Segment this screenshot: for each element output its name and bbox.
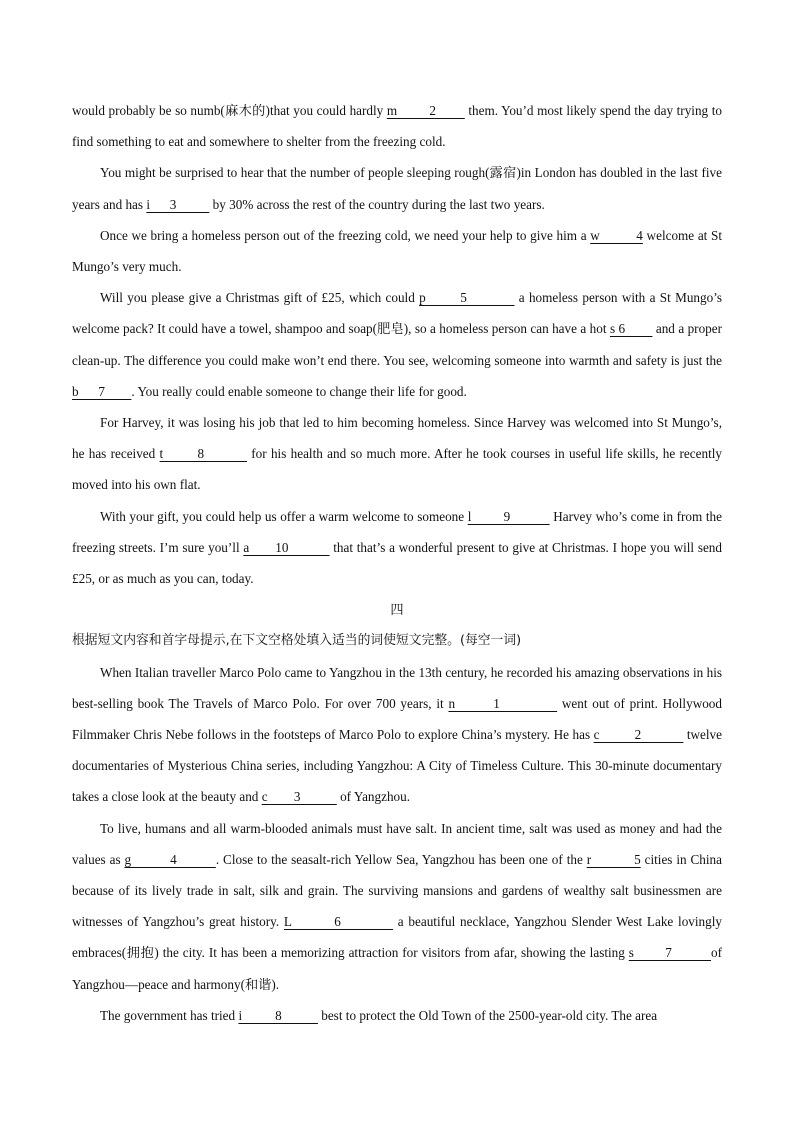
paragraph-text: by 30% across the rest of the country during the last two years. [209,196,545,212]
paragraph [72,95,722,157]
paragraph-text: went out of print. Hollywood Filmmaker Chris Nebe follows in the footsteps of Marco Polo to explore China’s mystery. He has [72,695,722,743]
paragraph [72,1000,722,1031]
paragraph-text: Once we bring a homeless person out of the freezing cold, we need your help to give him a [100,227,591,243]
paragraph [72,220,722,282]
paragraph [72,407,722,501]
answer-blank[interactable]: b 7 [72,383,132,399]
paragraph-text: a beautiful necklace, Yangzhou Slender West Lake lovingly embraces(拥抱) the city. It has been a memorizing attraction for visitors from afar, showing the lasting [72,914,722,961]
answer-blank[interactable]: w 4 [590,227,643,243]
paragraph-text: . You really could enable someone to change their life for good. [131,383,467,399]
paragraph [72,657,722,813]
answer-blank[interactable]: p 5 [419,290,515,306]
answer-blank[interactable]: m 2 [386,103,465,118]
paragraph-text: a homeless person with a St Mungo’s welcome pack? It could have a towel, shampoo and soap(肥皂), so a homeless person can have a hot [72,290,722,337]
answer-blank[interactable]: g 4 [124,851,216,867]
paragraph-text: For Harvey, it was losing his job that led to him becoming homeless. Since Harvey was welcomed into St Mungo’s, he has received [72,415,722,462]
paragraph-text: . Close to the seasalt-rich Yellow Sea, Yangzhou has been one of the [215,851,587,867]
paragraph-text: Will you please give a Christmas gift of £25, which could [100,290,420,306]
section-title: 四 [390,602,404,618]
answer-blank[interactable]: n 1 [448,695,558,711]
answer-blank[interactable]: c 2 [593,727,684,743]
paragraph-text: The government has tried [100,1007,239,1023]
paragraph-text: To live, humans and all warm-blooded animals must have salt. In ancient time, salt was used as money and had the values as [72,820,722,867]
paragraph-text: Harvey who’s come in from the freezing streets. I’m sure you’ll [72,508,722,555]
answer-blank[interactable]: s 7 [628,945,711,961]
answer-blank[interactable]: a 10 [243,539,330,555]
section-instruction: 根据短文内容和首字母提示,在下文空格处填入适当的词使短文完整。(每空一词) [72,633,522,649]
passage-four [72,657,722,1031]
paragraph-text: twelve documentaries of Mysterious China series, including Yangzhou: A City of Timeless Culture. This 30-minute documentary takes a close look at the beauty and [72,727,722,805]
paragraph-text: would probably be so numb(麻木的)that you could hardly [72,103,387,118]
answer-blank[interactable]: L 6 [283,914,394,930]
page-content [72,95,722,1031]
paragraph [72,813,722,1000]
answer-blank[interactable]: r 5 [586,851,641,867]
paragraph-text: With your gift, you could help us offer a warm welcome to someone [100,508,468,524]
answer-blank[interactable]: s 6 [609,321,653,337]
paragraph-text: welcome at St Mungo’s very much. [72,227,722,275]
answer-blank[interactable]: i 3 [146,196,210,212]
paragraph [72,282,722,407]
paragraph-text: that that’s a wonderful present to give at Christmas. I hope you will send £25, or as much as you can, today. [72,539,722,587]
paragraph-text: for his health and so much more. After he took courses in useful life skills, he recently moved into his own flat. [72,446,722,493]
paragraph-text: of Yangzhou. [336,789,411,805]
paragraph-text: You might be surprised to hear that the number of people sleeping rough(露宿)in London has doubled in the last five years and has [72,165,722,212]
paragraph-text: of Yangzhou—peace and harmony(和谐). [72,945,722,992]
paragraph-text: best to protect the Old Town of the 2500-year-old city. The area [317,1007,658,1023]
paragraph [72,157,722,219]
paragraph-text: and a proper clean-up. The difference you could make won’t end there. You see, welcoming someone into warmth and safety is just the [72,321,723,368]
paragraph [72,501,722,595]
paragraph-text: cities in China because of its lively trade in salt, silk and grain. The surviving mansions and gardens of wealthy salt businessmen are witnesses of Yangzhou’s great history. [72,851,722,930]
answer-blank[interactable]: t 8 [159,446,247,462]
answer-blank[interactable]: c 3 [261,789,337,805]
paragraph-text: them. You’d most likely spend the day trying to find something to eat and somewhere to shelter from the freezing cold. [72,103,722,150]
paragraph-text: When Italian traveller Marco Polo came to Yangzhou in the 13th century, he recorded his amazing observations in his best-selling book The Travels of Marco Polo. For over 700 years, it [72,664,722,711]
passage-three [72,95,722,594]
answer-blank[interactable]: i 8 [238,1007,318,1023]
answer-blank[interactable]: l 9 [467,508,550,524]
